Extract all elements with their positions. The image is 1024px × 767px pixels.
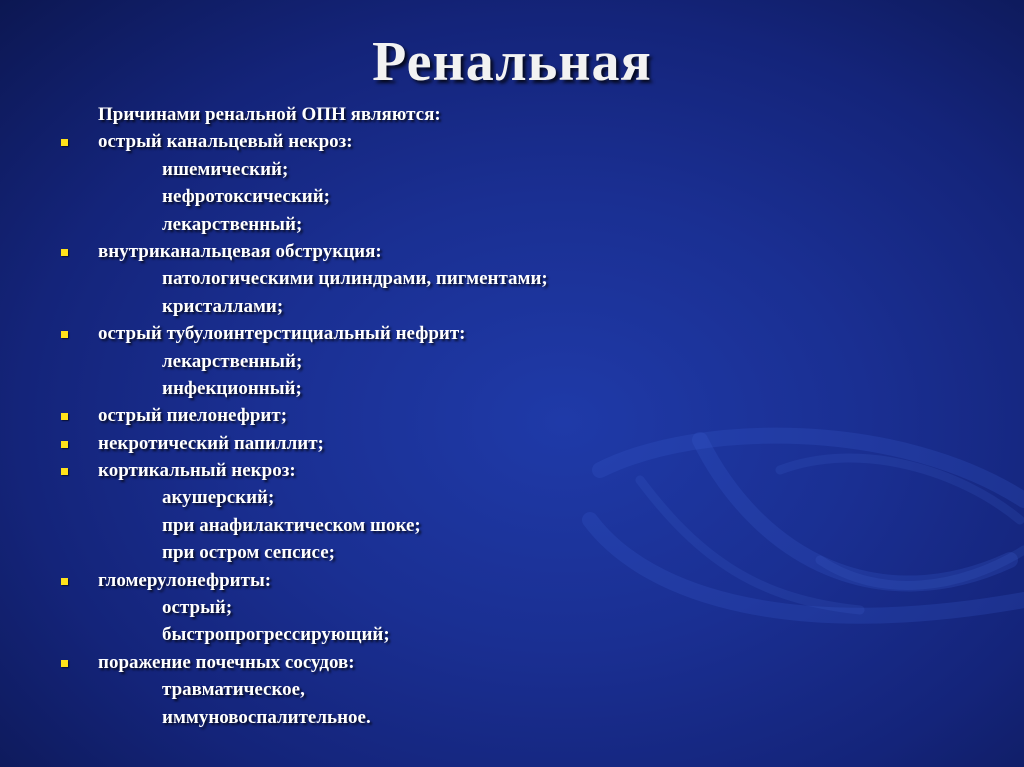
list-item-text: нефротоксический; — [162, 186, 330, 208]
list-item — [0, 567, 1024, 594]
sub-list-item — [0, 375, 1024, 402]
list-item-text: острый тубулоинтерстициальный нефрит: — [98, 323, 466, 345]
list-item-text: травматическое, — [162, 679, 305, 701]
list-item-text: кристаллами; — [162, 295, 284, 317]
sub-list-item — [0, 704, 1024, 731]
sub-list-item — [0, 594, 1024, 621]
list-item-text: гломерулонефриты: — [98, 569, 272, 591]
list-item-text: при анафилактическом шоке; — [162, 514, 421, 536]
square-bullet-icon — [61, 139, 68, 146]
sub-list-item — [0, 539, 1024, 566]
list-item-text: Причинами ренальной ОПН являются: — [98, 104, 441, 125]
list-item-text: иммуновоспалительное. — [162, 706, 371, 728]
list-item-text: при остром сепсисе; — [162, 542, 335, 564]
square-bullet-icon — [61, 468, 68, 475]
list-item — [0, 128, 1024, 155]
sub-list-item — [0, 348, 1024, 375]
list-item-text: быстропрогрессирующий; — [162, 624, 390, 646]
sub-list-item — [0, 293, 1024, 320]
sub-list-item — [0, 156, 1024, 183]
list-item-text: акушерский; — [162, 487, 275, 509]
list-item-text: лекарственный; — [162, 350, 303, 372]
list-item-text: внутриканальцевая обструкция: — [98, 240, 382, 262]
square-bullet-icon — [61, 413, 68, 420]
sub-list-item — [0, 621, 1024, 648]
list-item-text: острый канальцевый некроз: — [98, 131, 353, 153]
sub-list-item — [0, 484, 1024, 511]
slide-title: Ренальная — [372, 31, 652, 93]
square-bullet-icon — [61, 249, 68, 256]
square-bullet-icon — [61, 441, 68, 448]
list-item-text: поражение почечных сосудов: — [98, 651, 355, 673]
list-item — [0, 430, 1024, 457]
list-item-text: некротический папиллит; — [98, 432, 324, 454]
list-item — [0, 649, 1024, 676]
list-item-text: патологическими цилиндрами, пигментами; — [162, 268, 548, 290]
list-item — [0, 238, 1024, 265]
list-item-text: острый; — [162, 597, 233, 619]
list-item-text: лекарственный; — [162, 213, 303, 235]
sub-list-item — [0, 512, 1024, 539]
square-bullet-icon — [61, 578, 68, 585]
list-item-text: острый пиелонефрит; — [98, 405, 288, 427]
sub-list-item — [0, 183, 1024, 210]
slide-content-list — [0, 101, 1024, 731]
list-item — [0, 457, 1024, 484]
sub-list-item — [0, 676, 1024, 703]
sub-list-item — [0, 265, 1024, 292]
sub-list-item — [0, 211, 1024, 238]
list-item — [0, 402, 1024, 429]
list-item-text: ишемический; — [162, 158, 289, 180]
square-bullet-icon — [61, 660, 68, 667]
square-bullet-icon — [61, 331, 68, 338]
list-item — [0, 101, 1024, 128]
list-item-text: кортикальный некроз: — [98, 460, 296, 482]
list-item — [0, 320, 1024, 347]
list-item-text: инфекционный; — [162, 377, 302, 399]
